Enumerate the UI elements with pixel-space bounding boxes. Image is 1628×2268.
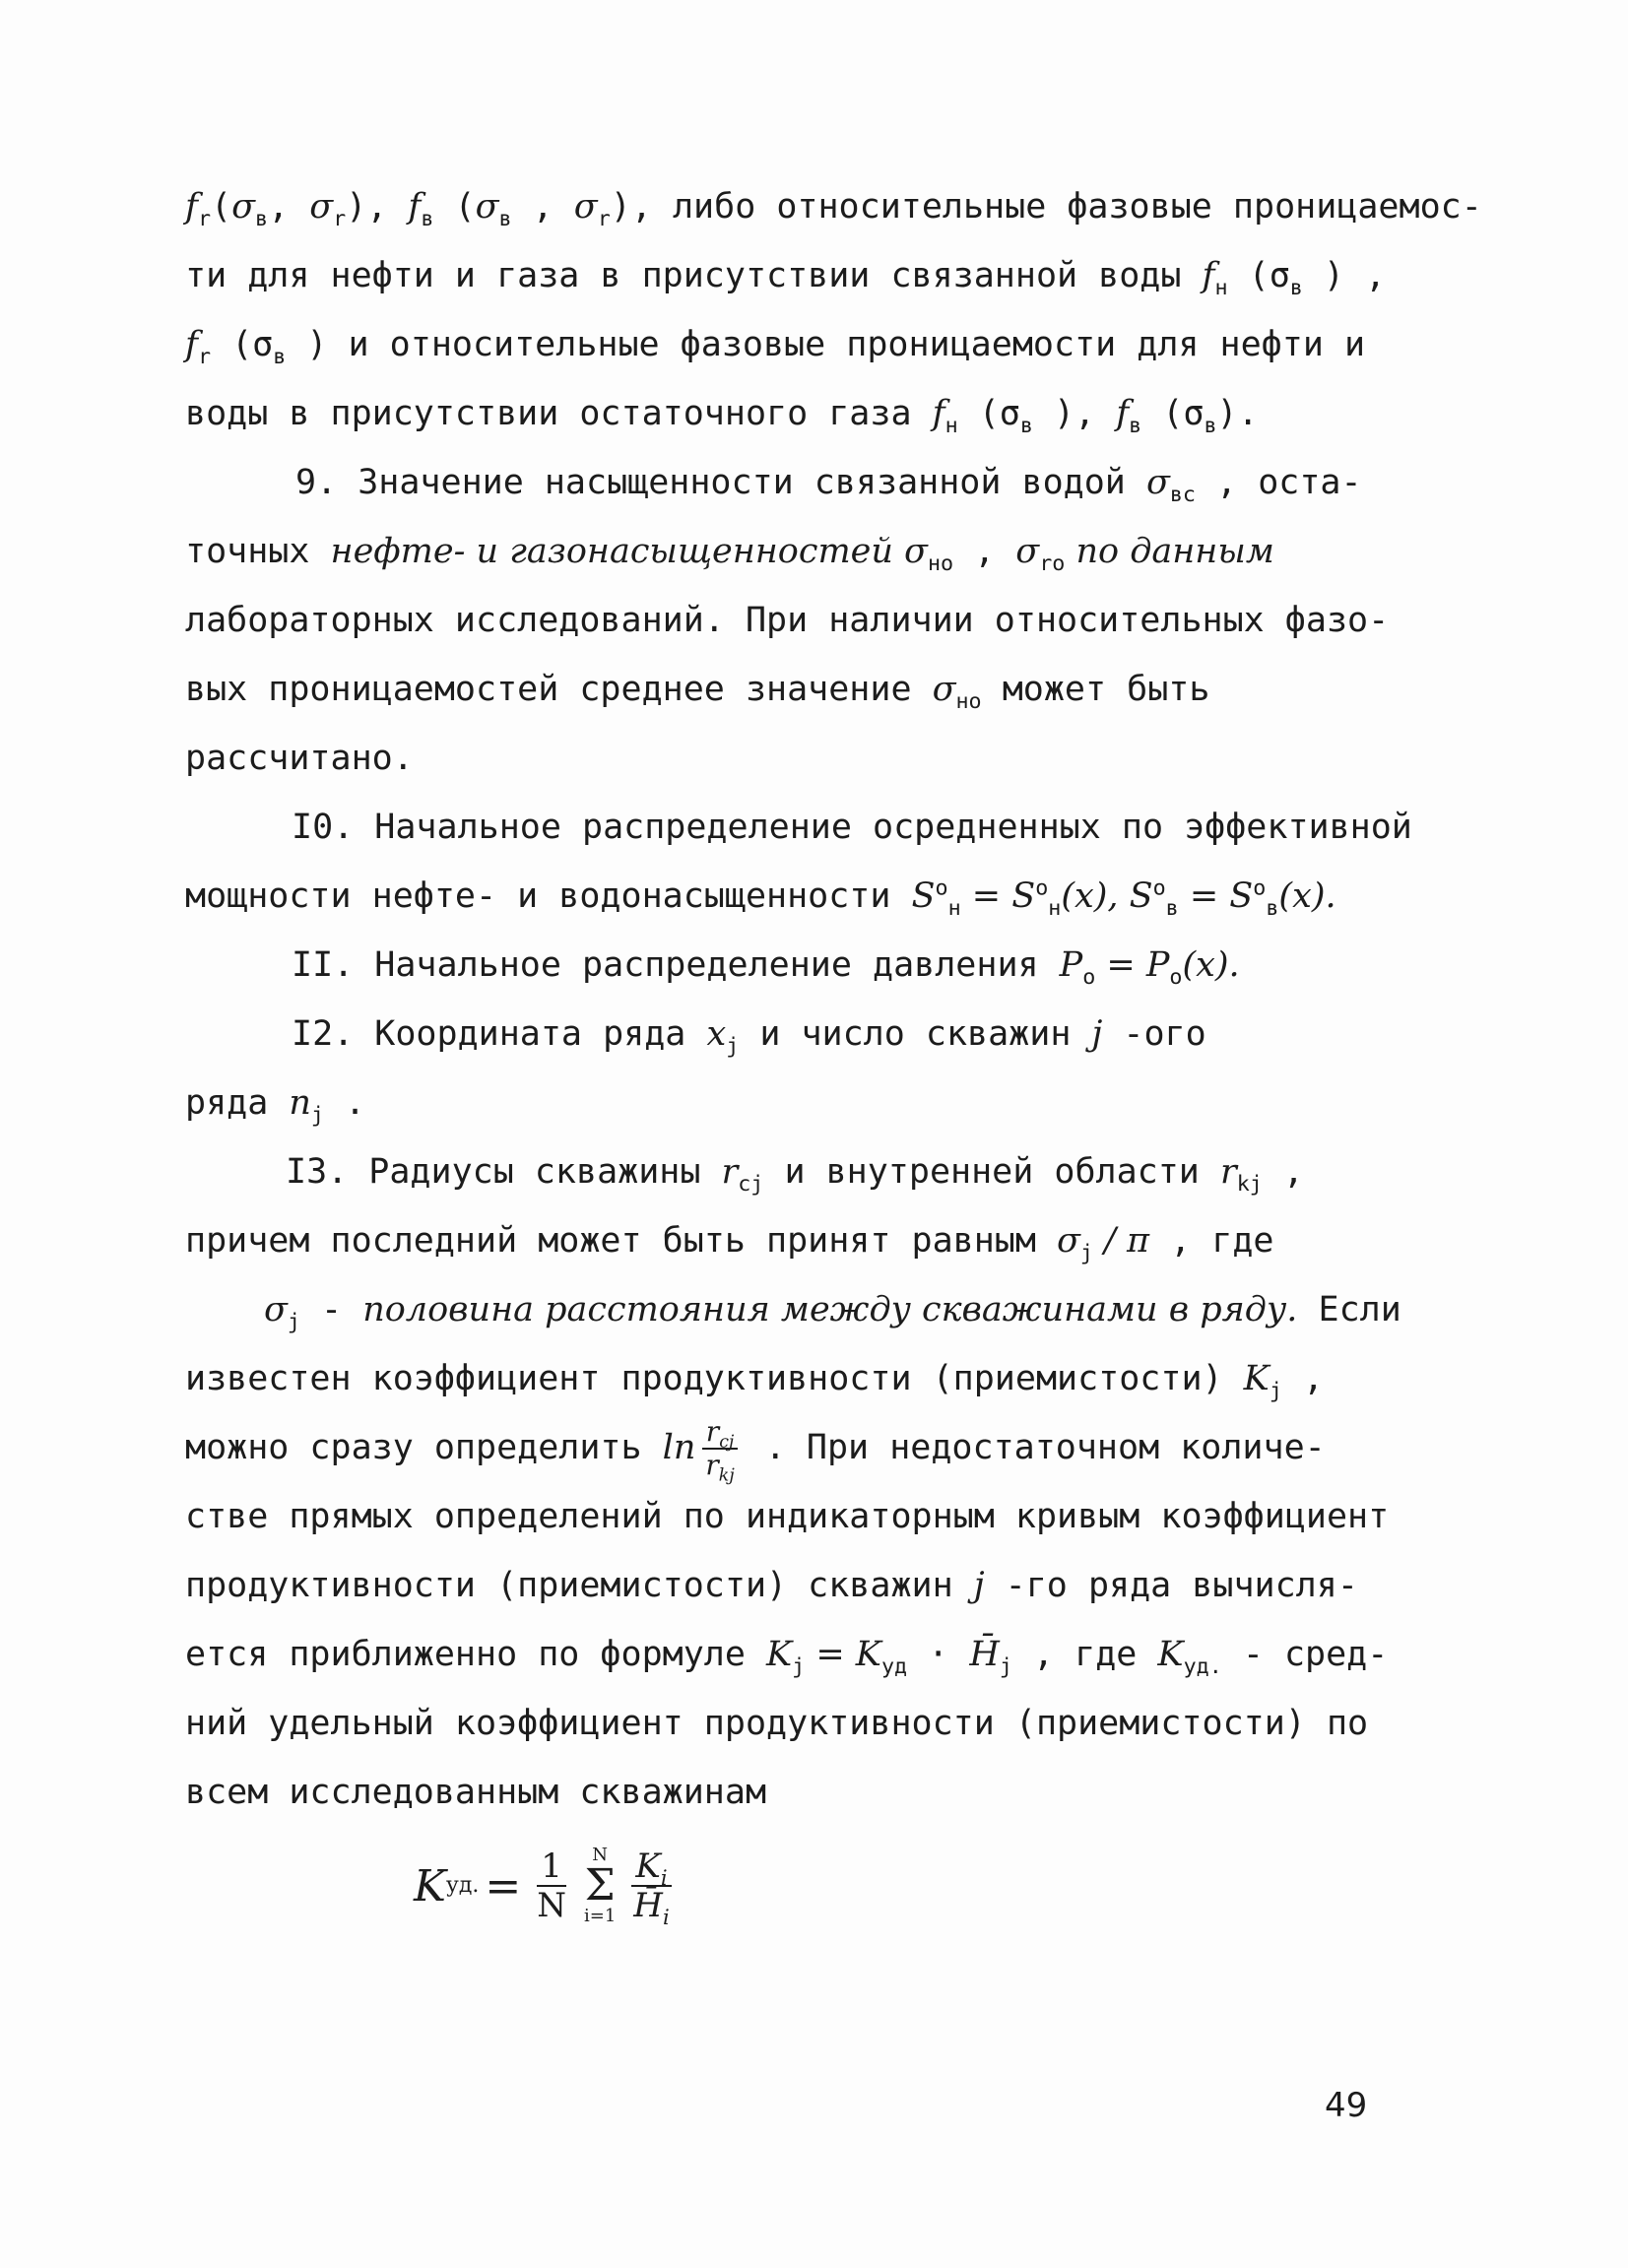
text-line: $\sigma_j$ - половина расстояния между скважинами в ряду. Если	[264, 1290, 1401, 1334]
text-line: ется приближенно по формуле $K_j = K_{уд}$ · $H̄_j$ , где $K_{уд.}$ - сред-	[185, 1635, 1389, 1679]
sum-symbol: N Σ i=1	[583, 1845, 617, 1926]
text-line: мощности нефте- и водонасыщенности $S^o_н = S^o_н(x)$, $S^o_в = S^o_в(x)$.	[185, 875, 1336, 921]
fraction-one-over-n: $\frac{1}{N}$	[537, 1847, 566, 1925]
text-line: известен коэффициент продуктивности (приемистости) $K_j$ ,	[185, 1359, 1325, 1403]
text-line: ряда $n_j$ .	[185, 1083, 366, 1128]
text-line: лабораторных исследований. При наличии относительных фазо-	[185, 601, 1390, 640]
text-line: стве прямых определений по индикаторным кривым коэффициент	[185, 1497, 1390, 1536]
text-line: I0. Начальное распределение осредненных по эффективной	[292, 808, 1412, 847]
text-line: можно сразу определить ln $\frac{r_{cj}}{r_{kj}}$ . При недостаточном количе-	[185, 1415, 1326, 1486]
text-line: 9. Значение насыщенности связанной водой $\sigma_{вс}$ , оста-	[295, 463, 1362, 507]
text-line: рассчитано.	[185, 739, 414, 778]
page-number: 49	[1325, 2086, 1368, 2125]
text-line: $f_r(\sigma_в$, $\sigma_r$), $f_в$ ($\sigma_в$ , $\sigma_r$), либо относительные фазовые проницаемос-	[185, 187, 1482, 231]
text-line: I2. Координата ряда $x_j$ и число скважин j -ого	[292, 1014, 1206, 1059]
text-line: продуктивности (приемистости) скважин j -го ряда вычисля-	[185, 1566, 1358, 1605]
text-line: $f_r$ ($\sigma_в$ ) и относительные фазовые проницаемости для нефти и	[185, 325, 1366, 369]
text-line: II. Начальное распределение давления $P_o = P_o(x)$.	[292, 945, 1240, 990]
text-line: вых проницаемостей среднее значение $\sigma_{но}$ может быть	[185, 670, 1210, 714]
fraction-ki-over-hi: $\frac{K_i}{H̄_i}$	[633, 1847, 670, 1929]
text-line: всем исследованным скважинам	[185, 1773, 767, 1812]
text-line: I3. Радиусы скважины $r_{cj}$ и внутренней области $r_{kj}$ ,	[286, 1152, 1304, 1197]
text-line: ний удельный коэффициент продуктивности (приемистости) по	[185, 1704, 1369, 1743]
text-line: ти для нефти и газа в присутствии связанной воды $f_н$ ($\sigma_в$ ) ,	[185, 256, 1387, 300]
text-line: воды в присутствии остаточного газа $f_н$ ($\sigma_в$ ), $f_в$ $(\sigma_в)$.	[185, 394, 1259, 438]
formula-k-ud: K уд. = $\frac{1}{N}$ N Σ i=1 $\frac{K_i}{H̄_i}$	[414, 1847, 680, 1925]
fraction: $\frac{r_{cj}}{r_{kj}}$	[701, 1418, 738, 1479]
text-line: причем последний может быть принят равным $\sigma_j$ / π , где	[185, 1221, 1274, 1265]
text-line: точных нефте- и газонасыщенностей $\sigma_{но}$ , $\sigma_{rо}$ по данным	[185, 532, 1274, 576]
